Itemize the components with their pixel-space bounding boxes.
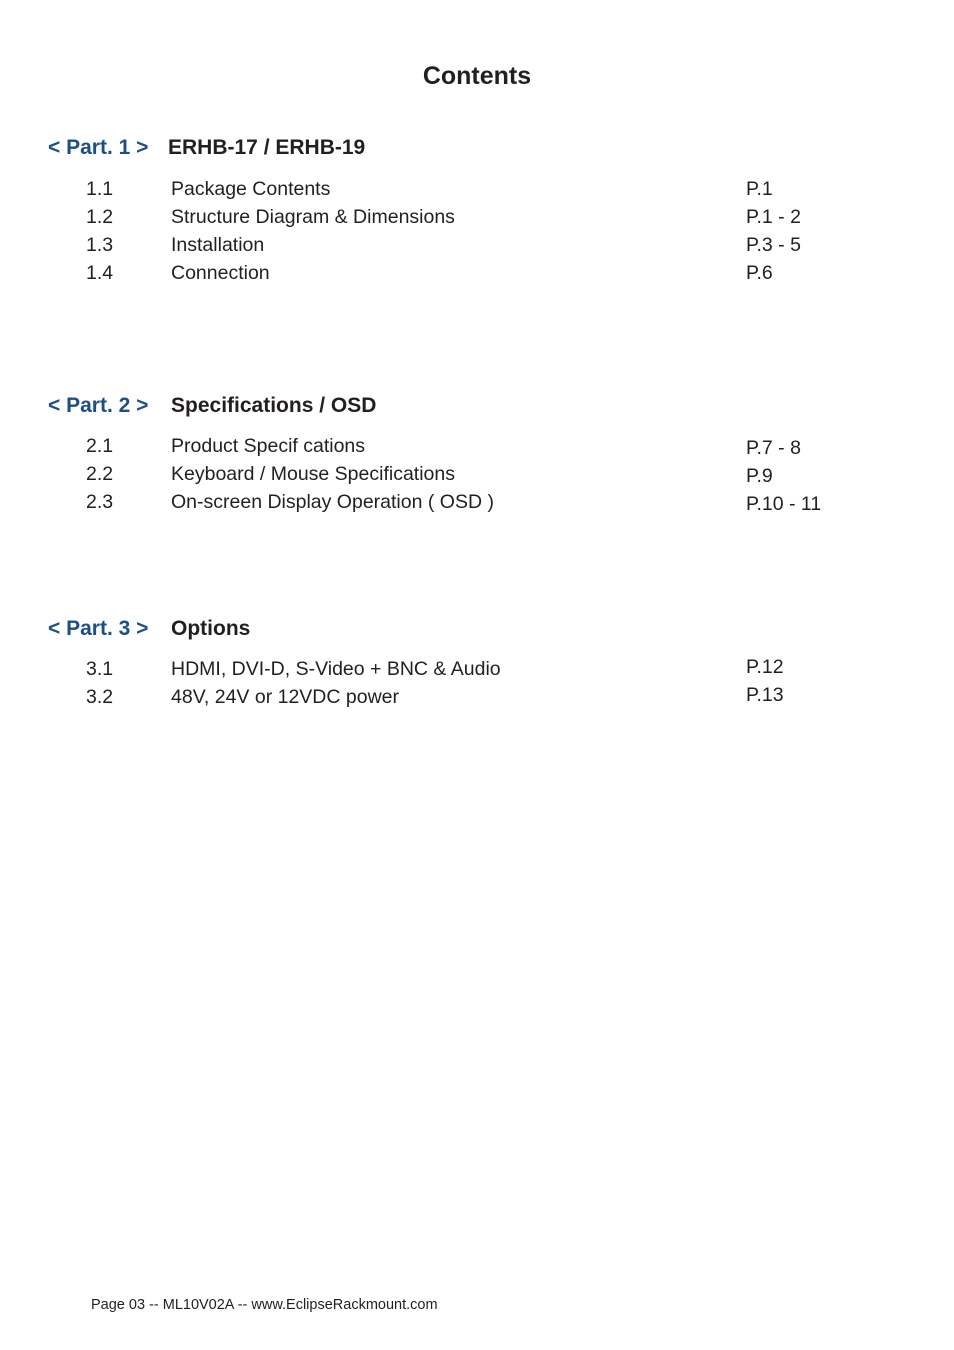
item-number: 3.1 bbox=[86, 658, 114, 680]
item-number: 1.4 bbox=[86, 262, 114, 284]
item-number: 2.1 bbox=[86, 435, 114, 457]
item-text: Structure Diagram & Dimensions bbox=[171, 206, 455, 228]
item-page: P.13 bbox=[746, 684, 784, 706]
item-page: P.9 bbox=[746, 465, 773, 487]
part-1-tag: < Part. 1 > bbox=[48, 136, 149, 159]
item-number: 1.1 bbox=[86, 178, 114, 200]
item-page: P.3 - 5 bbox=[746, 234, 801, 256]
item-text: 48V, 24V or 12VDC power bbox=[171, 686, 400, 708]
item-number: 1.3 bbox=[86, 234, 114, 256]
item-page: P.1 bbox=[746, 178, 773, 200]
item-text: Keyboard / Mouse Specifications bbox=[171, 463, 455, 485]
item-number: 2.3 bbox=[86, 491, 114, 513]
item-text: Installation bbox=[171, 234, 265, 256]
part-3-tag: < Part. 3 > bbox=[48, 617, 149, 640]
item-text: Connection bbox=[171, 262, 270, 284]
item-page: P.12 bbox=[746, 656, 784, 678]
item-page: P.1 - 2 bbox=[746, 206, 801, 228]
item-number: 2.2 bbox=[86, 463, 114, 485]
part-1-title: ERHB-17 / ERHB-19 bbox=[168, 136, 366, 159]
part-3-title: Options bbox=[171, 617, 251, 640]
item-number: 1.2 bbox=[86, 206, 114, 228]
item-text: On-screen Display Operation ( OSD ) bbox=[171, 491, 494, 513]
item-text: Package Contents bbox=[171, 178, 331, 200]
item-text: Product Specif cations bbox=[171, 435, 366, 457]
part-2-tag: < Part. 2 > bbox=[48, 394, 149, 417]
item-page: P.7 - 8 bbox=[746, 437, 801, 459]
item-text: HDMI, DVI-D, S-Video + BNC & Audio bbox=[171, 658, 501, 680]
page-title: Contents bbox=[422, 62, 532, 90]
page-footer: Page 03 -- ML10V02A -- www.EclipseRackmount.com bbox=[91, 1297, 438, 1313]
item-number: 3.2 bbox=[86, 686, 114, 708]
item-page: P.6 bbox=[746, 262, 773, 284]
part-2-title: Specifications / OSD bbox=[171, 394, 377, 417]
item-page: P.10 - 11 bbox=[746, 493, 822, 515]
